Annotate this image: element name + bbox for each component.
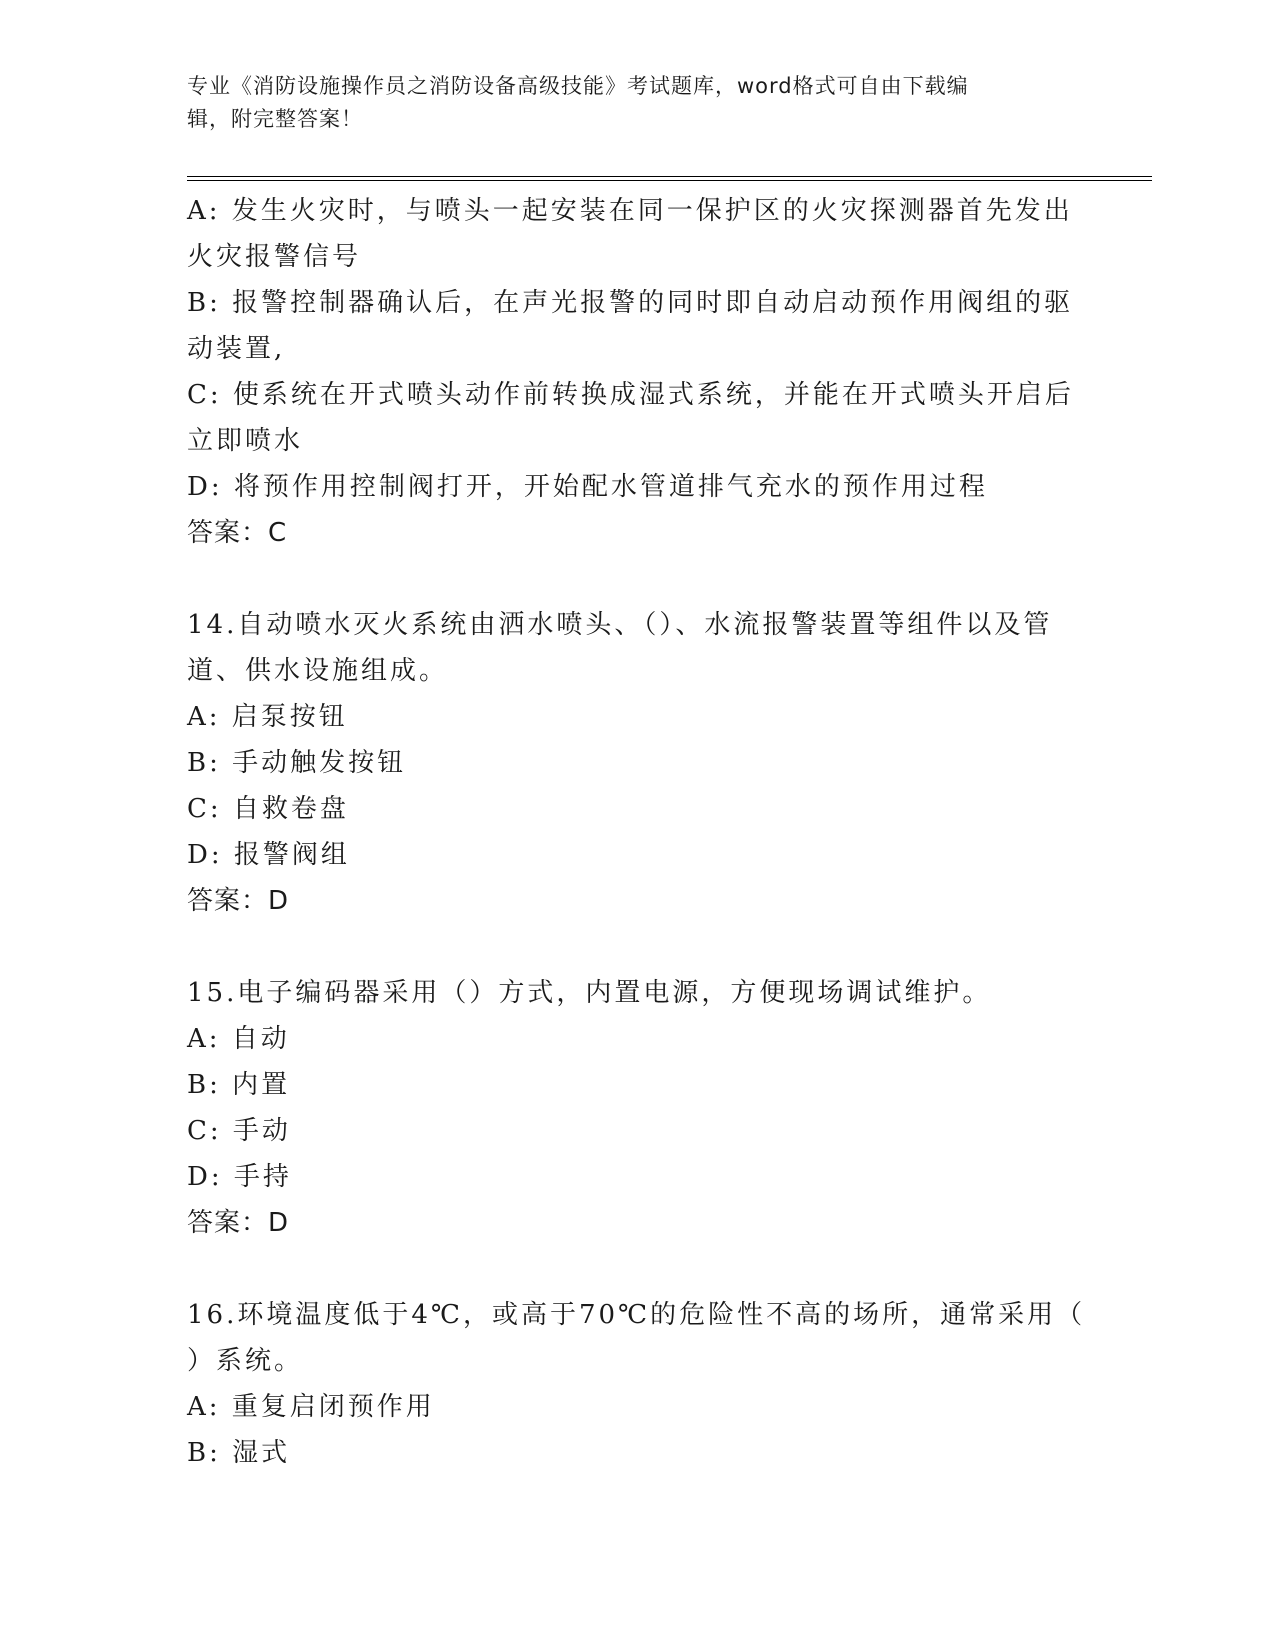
option-b-line-1: B: 报警控制器确认后，在声光报警的同时即自动启动预作用阀组的驱 (187, 288, 1074, 318)
answer-label: 答案：D (187, 1208, 290, 1238)
question-text-line-1: 14.自动喷水灭火系统由洒水喷头、（）、水流报警装置等组件以及管 (187, 610, 1053, 640)
spacer (187, 1246, 1087, 1292)
question-16 (187, 1292, 1087, 1476)
option-a-line-1: A: 发生火灾时，与喷头一起安装在同一保护区的火灾探测器首先发出 (187, 196, 1073, 226)
option-d: D: 手持 (187, 1162, 292, 1192)
option-c: C: 自救卷盘 (187, 794, 349, 824)
option-b-line-2: 动装置, (187, 334, 286, 364)
question-text-line-1: 15.电子编码器采用（）方式，内置电源，方便现场调试维护。 (187, 978, 992, 1008)
question-text-line-1: 16.环境温度低于4℃，或高于70℃的危险性不高的场所，通常采用（ (187, 1300, 1086, 1330)
option-a: A: 启泵按钮 (187, 702, 348, 732)
page-header (187, 70, 1087, 136)
option-c-line-2: 立即喷水 (187, 426, 304, 456)
option-d: D: 将预作用控制阀打开，开始配水管道排气充水的预作用过程 (187, 472, 988, 502)
option-b: B: 手动触发按钮 (187, 748, 407, 778)
option-c: C: 手动 (187, 1116, 291, 1146)
question-text-line-2: ）系统。 (187, 1346, 304, 1376)
option-c-line-1: C: 使系统在开式喷头动作前转换成湿式系统，并能在开式喷头开启后 (187, 380, 1074, 410)
question-13 (187, 188, 1087, 556)
header-line-1: 专业《消防设施操作员之消防设备高级技能》考试题库，word格式可自由下载编 (187, 74, 969, 98)
option-b: B: 湿式 (187, 1438, 291, 1468)
answer-label: 答案：D (187, 886, 290, 916)
spacer (187, 924, 1087, 970)
question-14 (187, 602, 1087, 924)
option-a: A: 重复启闭预作用 (187, 1392, 435, 1422)
option-a: A: 自动 (187, 1024, 290, 1054)
option-d: D: 报警阀组 (187, 840, 350, 870)
header-divider (187, 176, 1152, 181)
answer-label: 答案：C (187, 518, 288, 548)
question-15 (187, 970, 1087, 1246)
spacer (187, 556, 1087, 602)
question-list (187, 188, 1087, 1476)
header-line-2: 辑，附完整答案！ (187, 107, 363, 131)
option-a-line-2: 火灾报警信号 (187, 242, 362, 272)
question-text-line-2: 道、供水设施组成。 (187, 656, 449, 686)
option-b: B: 内置 (187, 1070, 291, 1100)
